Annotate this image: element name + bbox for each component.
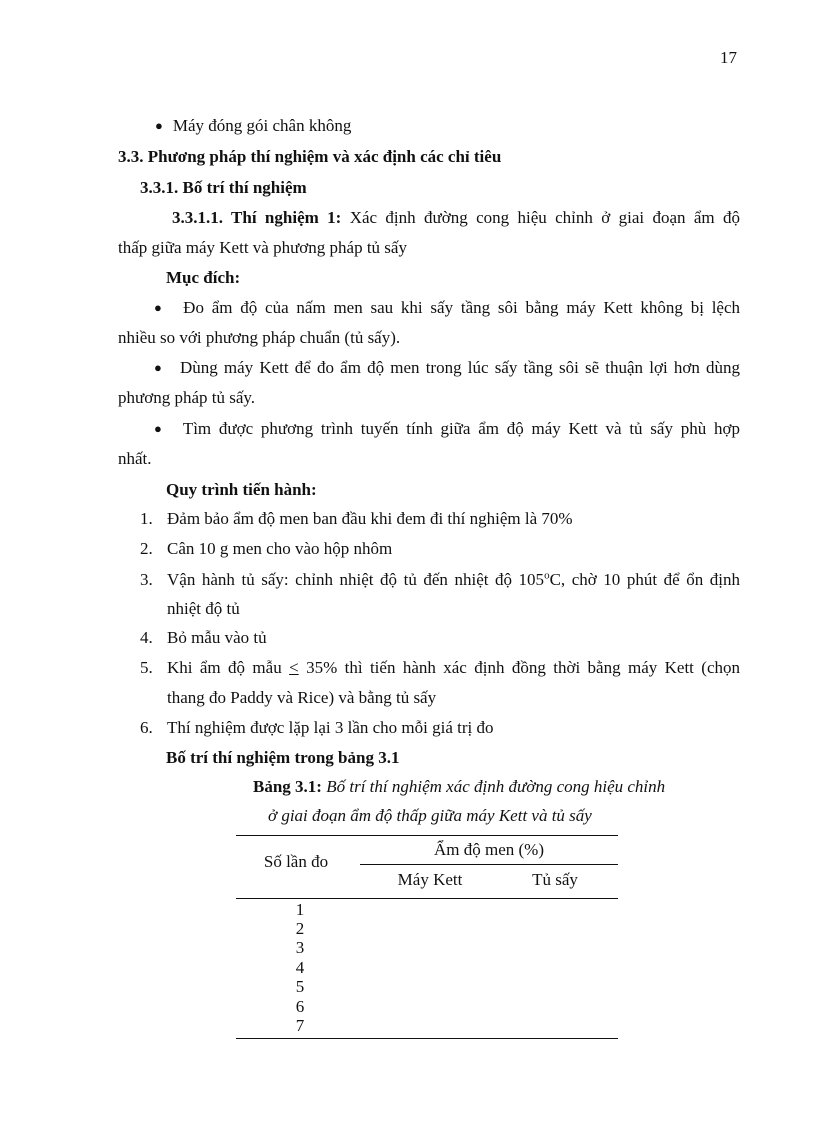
purpose-item-3-cont: nhất.: [118, 449, 152, 468]
procedure-heading: Quy trình tiến hành:: [166, 480, 317, 499]
procedure-step-3-cont: nhiệt độ tủ: [167, 599, 240, 618]
table-header-rule: [236, 898, 618, 899]
purpose-item-2-text: Dùng máy Kett để đo ẩm độ men trong lúc sấy tầng sôi sẽ thuận lợi hơn dùng: [179, 358, 740, 377]
bullet-icon: ●: [154, 421, 166, 436]
purpose-item-2: [154, 358, 740, 378]
table-caption-line-1: [253, 777, 665, 797]
step-number: 2.: [140, 539, 153, 558]
step-number: 5.: [140, 658, 153, 677]
table-row: 7: [295, 1016, 305, 1035]
table-row: 3: [295, 938, 305, 957]
table-bottom-rule: [236, 1038, 618, 1039]
table-row: 6: [295, 997, 305, 1016]
intro-bullet: [155, 116, 351, 136]
table-top-rule: [236, 835, 618, 836]
purpose-item-3: [154, 419, 740, 439]
step-text: Cân 10 g men cho vào hộp nhôm: [167, 539, 393, 558]
table-caption-label: Bảng 3.1:: [253, 777, 322, 796]
procedure-step-3: [140, 569, 740, 590]
intro-bullet-text: Máy đóng gói chân không: [172, 116, 352, 135]
subsection-heading: 3.3.1. Bố trí thí nghiệm: [140, 178, 307, 197]
table-group-rule: [360, 864, 618, 865]
step-text: Vận hành tủ sấy: chỉnh nhiệt độ tủ đến nhiệt độ 105$^o$C, chờ 10 phút để ổn định: [167, 569, 740, 589]
procedure-step-6: [140, 718, 494, 738]
purpose-item-2-cont: phương pháp tủ sấy.: [118, 388, 256, 407]
table-row: 1: [295, 900, 305, 919]
purpose-item-3-text: Tìm được phương trình tuyến tính giữa ẩm độ máy Kett và tủ sấy phù hợp: [182, 419, 740, 438]
table-caption-text: Bố trí thí nghiệm xác định đường cong hiệu chỉnh: [326, 777, 666, 796]
step-text: Đảm bảo ẩm độ men ban đầu khi đem đi thí nghiệm là 70%: [167, 509, 573, 528]
experiment-title-part1: Xác định đường cong hiệu chỉnh ở giai đoạn ẩm độ: [349, 208, 740, 227]
experiment-line-2: thấp giữa máy Kett và phương pháp tủ sấy: [118, 238, 407, 257]
bullet-icon: ●: [154, 360, 164, 375]
less-or-equal-sign: <: [289, 658, 299, 677]
page-number: 17: [720, 48, 737, 67]
table-row: 2: [295, 919, 305, 938]
step-number: 1.: [140, 509, 153, 528]
bullet-icon: ●: [154, 300, 166, 315]
experiment-line-1: [172, 208, 740, 228]
experiment-label: 3.3.1.1. Thí nghiệm 1:: [172, 208, 342, 227]
col-header-moisture-group: Ẩm độ men (%): [433, 840, 544, 859]
procedure-step-5-cont: thang đo Paddy và Rice) và bằng tủ sấy: [167, 688, 437, 707]
procedure-step-4: [140, 628, 267, 648]
purpose-item-1: [154, 298, 740, 318]
step-text: Bỏ mẫu vào tủ: [167, 628, 267, 647]
step-text: Khi ẩm độ mẫu < 35% thì tiến hành xác định đồng thời bằng máy Kett (chọn: [167, 658, 740, 677]
table-row: 4: [295, 958, 305, 977]
step-number: 3.: [140, 569, 153, 589]
degree-superscript: o: [544, 569, 550, 581]
purpose-item-1-cont: nhiều so với phương pháp chuẩn (tủ sấy).: [118, 328, 401, 347]
procedure-step-1: [140, 509, 573, 529]
purpose-heading: Mục đích:: [166, 268, 241, 287]
procedure-step-5: [140, 658, 740, 678]
col-header-trial: Số lần đo: [263, 852, 329, 871]
step-number: 6.: [140, 718, 153, 737]
table-row: 5: [295, 977, 305, 996]
bullet-icon: ●: [155, 118, 163, 133]
table-layout-heading: Bố trí thí nghiệm trong bảng 3.1: [166, 748, 400, 767]
purpose-item-1-text: Đo ẩm độ của nấm men sau khi sấy tầng sôi bằng máy Kett không bị lệch: [183, 298, 741, 317]
table-caption-line-2: ở giai đoạn ẩm độ thấp giữa máy Kett và tủ sấy: [268, 806, 592, 825]
col-header-oven: Tủ sấy: [532, 870, 578, 889]
procedure-step-2: [140, 539, 392, 559]
step-number: 4.: [140, 628, 153, 647]
col-header-kett: Máy Kett: [397, 870, 463, 889]
step-text: Thí nghiệm được lặp lại 3 lần cho mỗi giá trị đo: [167, 718, 494, 737]
section-heading: 3.3. Phương pháp thí nghiệm và xác định các chỉ tiêu: [118, 147, 502, 166]
